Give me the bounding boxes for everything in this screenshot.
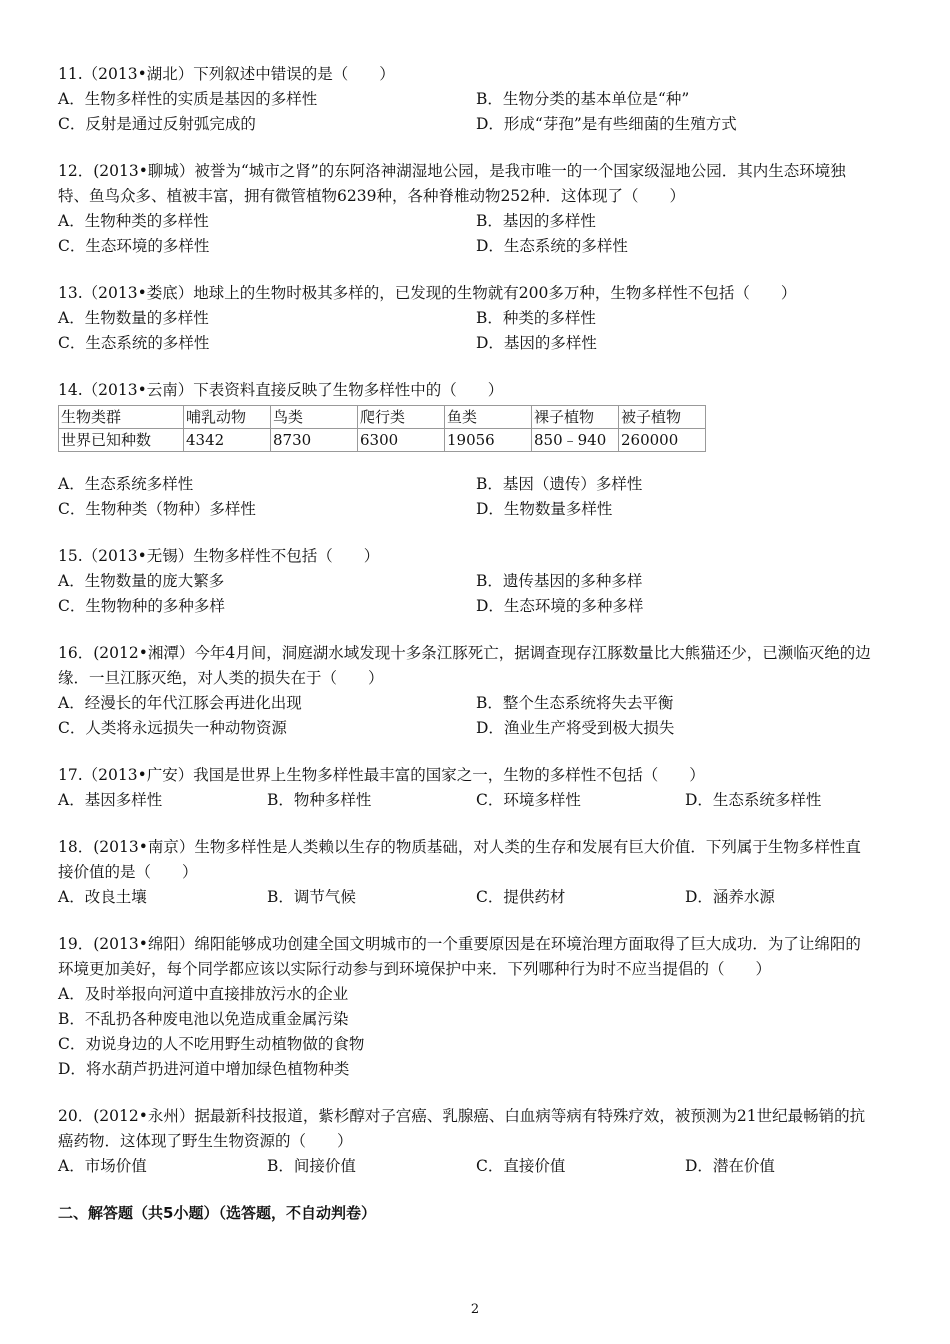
question-stem-line: 13.（2013•娄底）地球上的生物时极其多样的，已发现的生物就有200多万种，生物多样性不包括（ ） [58,284,797,302]
table-cell: 4342 [184,429,271,452]
document-page [58,62,894,1226]
answer-option-c[interactable]: C．生物物种的多种多样 [58,597,225,615]
table-cell: 生物类群 [59,406,184,429]
question [58,641,894,741]
question-stem-line: 特、鱼鸟众多、植被丰富，拥有微管植物6239种，各种脊椎动物252种．这体现了（ ） [58,187,686,205]
table-cell: 被子植物 [619,406,706,429]
answer-option-b[interactable]: B．基因的多样性 [476,212,596,230]
answer-option-d[interactable]: D．生物数量多样性 [476,500,613,518]
answer-option-a[interactable]: A．生物多样性的实质是基因的多样性 [58,90,318,108]
question [58,544,894,619]
answer-option-b[interactable]: B．生物分类的基本单位是“种” [476,90,690,108]
answer-option-d[interactable]: D．生态环境的多种多样 [476,597,644,615]
table-cell: 19056 [445,429,532,452]
answer-options [58,691,894,741]
answer-options [58,306,894,356]
answer-option-c[interactable]: C．提供药材 [476,888,566,906]
table-cell: 鱼类 [445,406,532,429]
question-stem-line: 18．(2013•南京）生物多样性是人类赖以生存的物质基础，对人类的生存和发展有巨大价值．下列属于生物多样性直 [58,838,861,856]
question [58,62,894,137]
answer-option-a[interactable]: A．市场价值 [58,1157,147,1175]
answer-option-c[interactable]: C．直接价值 [476,1157,566,1175]
table-row [59,406,706,429]
answer-option-c[interactable]: C．反射是通过反射弧完成的 [58,115,256,133]
question-stem-line: 11.（2013•湖北）下列叙述中错误的是（ ） [58,65,395,83]
answer-option-d[interactable]: D．将水葫芦扔进河道中增加绿色植物种类 [58,1060,350,1078]
answer-option-c[interactable]: C．劝说身边的人不吃用野生动植物做的食物 [58,1035,365,1053]
answer-options [58,569,894,619]
answer-options [58,788,894,813]
question-stem-line: 14.（2013•云南）下表资料直接反映了生物多样性中的（ ） [58,381,504,399]
answer-option-c[interactable]: C．环境多样性 [476,791,581,809]
question [58,763,894,813]
table-cell: 爬行类 [358,406,445,429]
answer-option-b[interactable]: B．遗传基因的多种多样 [476,572,643,590]
answer-options [58,885,894,910]
question [58,932,894,1082]
question-list [58,62,894,1179]
question-stem-line: 15.（2013•无锡）生物多样性不包括（ ） [58,547,380,565]
question [58,281,894,356]
page-number: 2 [470,1302,480,1317]
question-stem-line: 20．(2012•永州）据最新科技报道，紫杉醇对子宫癌、乳腺癌、白血病等病有特殊疗效，被预测为21世纪最畅销的抗 [58,1107,866,1125]
answer-options [58,982,894,1082]
answer-option-d[interactable]: D．涵养水源 [685,888,775,906]
answer-option-b[interactable]: B．不乱扔各种废电池以免造成重金属污染 [58,1010,349,1028]
answer-option-d[interactable]: D．生态系统多样性 [685,791,822,809]
question-stem-line: 17.（2013•广安）我国是世界上生物多样性最丰富的国家之一，生物的多样性不包括（ ） [58,766,705,784]
section-title: 二、解答题（共5小题）（选答题，不自动判卷） [58,1204,376,1222]
question [58,159,894,259]
answer-option-a[interactable]: A．及时举报向河道中直接排放污水的企业 [58,985,349,1003]
question-stem-line: 12．(2013•聊城）被誉为“城市之肾”的东阿洛神湖湿地公园，是我市唯一的一个国家级湿地公园．其内生态环境独 [58,162,846,180]
table-cell: 裸子植物 [532,406,619,429]
answer-option-d[interactable]: D．潜在价值 [685,1157,775,1175]
question [58,835,894,910]
answer-options [58,87,894,137]
answer-option-d[interactable]: D．形成“芽孢”是有些细菌的生殖方式 [476,115,737,133]
table-cell: 哺乳动物 [184,406,271,429]
table-cell: 鸟类 [271,406,358,429]
answer-option-b[interactable]: B．调节气候 [267,888,356,906]
answer-options [58,209,894,259]
question [58,1104,894,1179]
table-cell: 260000 [619,429,706,452]
table-cell: 世界已知种数 [59,429,184,452]
answer-option-a[interactable]: A．生态系统多样性 [58,475,194,493]
answer-option-c[interactable]: C．生态系统的多样性 [58,334,210,352]
answer-option-a[interactable]: A．经漫长的年代江豚会再进化出现 [58,694,302,712]
question-stem-line: 接价值的是（ ） [58,863,198,881]
answer-option-b[interactable]: B．基因（遗传）多样性 [476,475,643,493]
answer-option-b[interactable]: B．间接价值 [267,1157,356,1175]
question-stem-line: 环境更加美好，每个同学都应该以实际行动参与到环境保护中来．下列哪种行为时不应当提倡的（ ） [58,960,772,978]
table-cell: 8730 [271,429,358,452]
answer-option-b[interactable]: B．物种多样性 [267,791,372,809]
answer-option-a[interactable]: A．生物种类的多样性 [58,212,209,230]
answer-option-a[interactable]: A．基因多样性 [58,791,163,809]
answer-option-b[interactable]: B．整个生态系统将失去平衡 [476,694,674,712]
question-stem-line: 缘．一旦江豚灭绝，对人类的损失在于（ ） [58,669,384,687]
question-stem-line: 19．(2013•绵阳）绵阳能够成功创建全国文明城市的一个重要原因是在环境治理方面取得了巨大成功．为了让绵阳的 [58,935,861,953]
answer-option-c[interactable]: C．人类将永远损失一种动物资源 [58,719,287,737]
answer-option-b[interactable]: B．种类的多样性 [476,309,596,327]
table-cell: 850﹣940 [532,429,619,452]
answer-options [58,472,894,522]
species-table [58,405,706,452]
question-stem-line: 癌药物．这体现了野生生物资源的（ ） [58,1132,353,1150]
question-stem-line: 16．(2012•湘潭）今年4月间，洞庭湖水域发现十多条江豚死亡，据调查现存江豚数量比大熊猫还少，已濒临灭绝的边 [58,644,871,662]
answer-option-a[interactable]: A．改良土壤 [58,888,147,906]
answer-option-d[interactable]: D．生态系统的多样性 [476,237,628,255]
answer-option-c[interactable]: C．生态环境的多样性 [58,237,210,255]
table-row [59,429,706,452]
answer-options [58,1154,894,1179]
question [58,378,894,522]
answer-option-d[interactable]: D．基因的多样性 [476,334,597,352]
answer-option-c[interactable]: C．生物种类（物种）多样性 [58,500,256,518]
table-cell: 6300 [358,429,445,452]
answer-option-a[interactable]: A．生物数量的庞大繁多 [58,572,225,590]
answer-option-a[interactable]: A．生物数量的多样性 [58,309,209,327]
answer-option-d[interactable]: D．渔业生产将受到极大损失 [476,719,675,737]
